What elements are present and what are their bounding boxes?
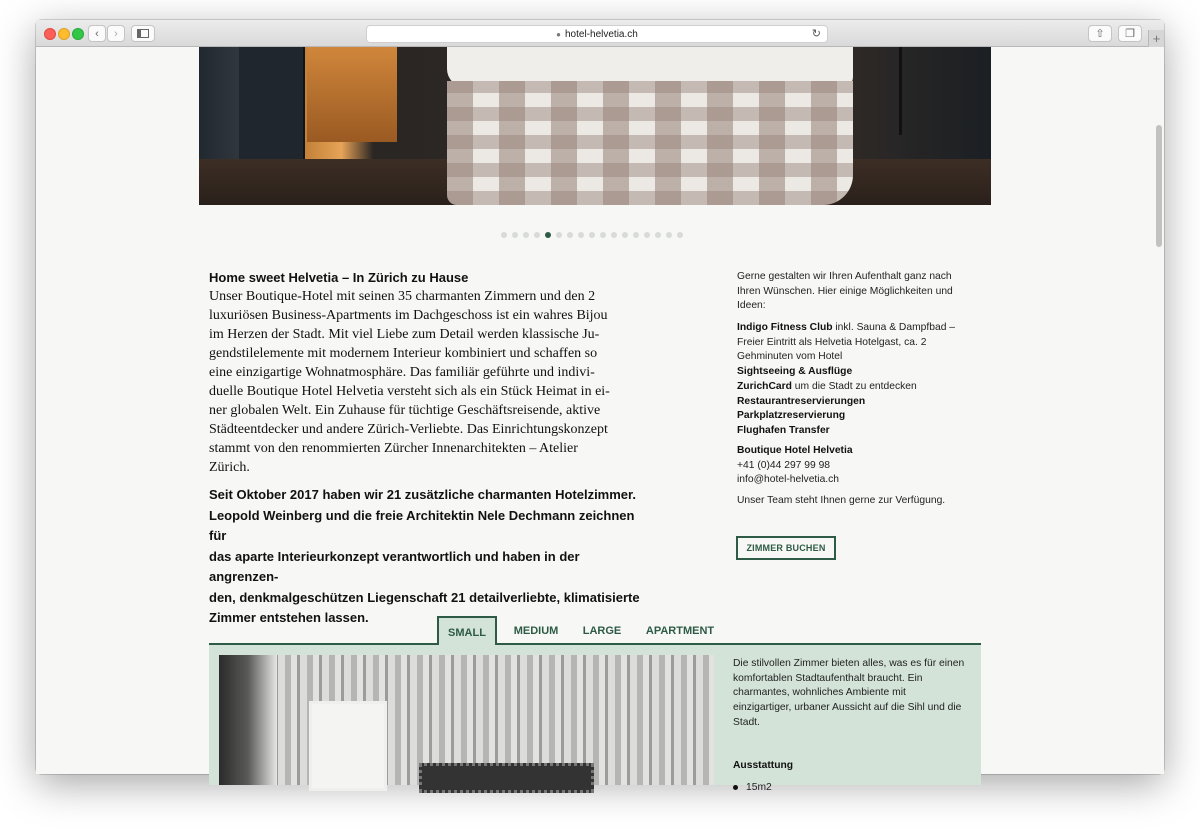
slider-dot[interactable] [666, 232, 672, 238]
tab-large[interactable]: LARGE [582, 624, 622, 637]
chevron-right-icon: › [114, 27, 118, 40]
hero-image [199, 47, 991, 205]
reload-icon[interactable]: ↻ [811, 28, 821, 40]
intro-line: eine einzigartige Wohnatmosphäre. Das familiär geführte und indivi- [209, 365, 595, 380]
slider-dots [501, 232, 683, 238]
chevron-left-icon: ‹ [95, 27, 99, 40]
intro-line: Unser Boutique-Hotel mit seinen 35 charmanten Zimmern und den 2 [209, 289, 596, 304]
slider-dot[interactable] [534, 232, 540, 238]
browser-window [36, 20, 1164, 793]
hero-wall [239, 47, 305, 159]
room-description-line: charmantes, wohnliches Ambiente mit [733, 687, 906, 699]
sidebar-intro-line: Ihren Wünschen. Hier einige Möglichkeiten und [737, 285, 953, 297]
fullscreen-window-button[interactable] [72, 28, 84, 40]
slider-dot[interactable] [512, 232, 518, 238]
fitness-line [737, 321, 967, 336]
tab-medium[interactable]: MEDIUM [513, 624, 559, 637]
slider-dot[interactable] [655, 232, 661, 238]
parking-item [737, 409, 967, 424]
hero-doorway [307, 47, 397, 142]
page-content [36, 47, 1164, 793]
tabs-icon: ❐ [1125, 28, 1135, 40]
address-bar[interactable] [366, 25, 828, 43]
intro-line: Zürich. [209, 460, 250, 475]
lock-icon: ● [556, 29, 561, 39]
bullet-icon [733, 785, 738, 790]
room-image [219, 655, 714, 785]
slider-dot[interactable] [644, 232, 650, 238]
tab-apartment[interactable]: APARTMENT [645, 624, 715, 637]
room-tabs [209, 616, 981, 645]
features-heading: Ausstattung [733, 760, 794, 771]
sidebar-intro-line: Gerne gestalten wir Ihren Aufenthalt ganz nach [737, 271, 952, 282]
slider-dot[interactable] [567, 232, 573, 238]
sidebar-services [737, 321, 967, 439]
intro-line: ner globalen Welt. Ein Zuhause für tüchtige Geschäftsreisende, aktive [209, 403, 601, 418]
intro-bold-line: Leopold Weinberg und die freie Architektin Nele Dechmann zeichnen für [209, 507, 635, 543]
fitness-line: Freier Eintritt als Helvetia Hotelgast, ca. 2 [737, 336, 927, 348]
room-curtain [219, 655, 277, 785]
new-tab-button[interactable] [1148, 30, 1164, 47]
slider-dot[interactable] [589, 232, 595, 238]
zurichcard-item [737, 380, 967, 395]
restaurant-label: Restaurantreservierungen [737, 395, 866, 407]
fitness-name: Indigo Fitness Club [737, 322, 833, 333]
hero-bed [447, 81, 853, 205]
slider-dot[interactable] [578, 232, 584, 238]
restaurant-item [737, 395, 967, 410]
intro-line: duelle Boutique Hotel Helvetia versteht sich als ein Stück Heimat in ei- [209, 384, 610, 399]
share-button[interactable] [1088, 25, 1112, 42]
intro-heading: Home sweet Helvetia – In Zürich zu Hause [209, 270, 469, 285]
sidebar-contact [737, 444, 967, 488]
contact-email[interactable]: info@hotel-helvetia.ch [737, 474, 840, 486]
slider-dot[interactable] [611, 232, 617, 238]
intro-text [209, 287, 649, 477]
slider-dot[interactable] [545, 232, 551, 238]
intro-line: stammt von den renommierten Zürcher Innenarchitekten – Atelier [209, 441, 578, 456]
plus-icon: + [1152, 31, 1161, 46]
intro-line: gendstilelemente mit modernem Interieur kombiniert und schaffen so [209, 346, 598, 361]
slider-dot[interactable] [677, 232, 683, 238]
room-panel [209, 645, 981, 793]
book-room-button[interactable]: ZIMMER BUCHEN [736, 536, 836, 560]
fitness-details: inkl. Sauna & Dampfbad – [832, 322, 956, 333]
intro-bold-line: Zimmer entstehen lassen. [209, 610, 369, 625]
room-window [309, 701, 387, 791]
intro-bold-line: den, denkmalgeschützen Liegenschaft 21 detailverliebte, klimatisierte [209, 589, 640, 605]
browser-toolbar [36, 20, 1164, 47]
fitness-line: Gehminuten vom Hotel [737, 351, 843, 363]
intro-bold-text [209, 485, 649, 629]
share-icon: ⇧ [1095, 28, 1105, 40]
zurichcard-details: um die Stadt zu entdecken [791, 380, 917, 392]
sidebar-toggle-button[interactable] [131, 25, 155, 42]
slider-dot[interactable] [523, 232, 529, 238]
slider-dot[interactable] [633, 232, 639, 238]
tab-small[interactable]: SMALL [437, 616, 497, 647]
hero-lamp [899, 47, 919, 135]
slider-dot[interactable] [556, 232, 562, 238]
room-description [733, 657, 973, 731]
sidebar-intro [737, 270, 967, 314]
room-mirror [419, 763, 594, 793]
airport-label: Flughafen Transfer [737, 424, 830, 436]
intro-line: Städteentdecker und andere Zürich-Verliebte. Das Einrichtungskonzept [209, 422, 608, 437]
url-text: hotel-helvetia.ch [565, 28, 638, 40]
zurichcard-name: ZurichCard [737, 380, 792, 392]
sightseeing-label: Sightseeing & Ausflüge [737, 366, 853, 378]
room-description-line: Stadt. [733, 716, 760, 728]
slider-dot[interactable] [501, 232, 507, 238]
slider-dot[interactable] [600, 232, 606, 238]
contact-name: Boutique Hotel Helvetia [737, 445, 853, 456]
contact-phone[interactable]: +41 (0)44 297 99 98 [737, 459, 831, 471]
intro-bold-line: Seit Oktober 2017 haben wir 21 zusätzliche charmanten Hotelzimmer. [209, 487, 636, 502]
intro-line: luxuriösen Business-Apartments im Dachgeschoss ist ein wahres Bijou [209, 308, 608, 323]
feature-item [733, 782, 772, 793]
airport-item [737, 424, 967, 439]
parking-label: Parkplatzreservierung [737, 410, 846, 422]
minimize-window-button[interactable] [58, 28, 70, 40]
sightseeing-item [737, 365, 967, 380]
back-button[interactable] [88, 25, 106, 42]
forward-button[interactable] [107, 25, 125, 42]
tabs-overview-button[interactable] [1118, 25, 1142, 42]
intro-line: im Herzen der Stadt. Mit viel Liebe zum Detail werden klassische Ju- [209, 327, 600, 342]
room-description-line: Die stilvollen Zimmer bieten alles, was es für einen [733, 658, 965, 669]
team-note: Unser Team steht Ihnen gerne zur Verfügung. [737, 495, 946, 506]
sidebar-intro-line: Ideen: [737, 300, 766, 312]
intro-bold-line: das aparte Interieurkonzept verantwortlich und haben in der angrenzen- [209, 548, 580, 584]
sidebar-icon [137, 29, 149, 38]
contact-name-row [737, 444, 967, 459]
page-scrollbar[interactable] [1156, 125, 1162, 247]
feature-label: 15m2 [746, 782, 772, 793]
slider-dot[interactable] [622, 232, 628, 238]
room-description-line: einzigartiger, urbaner Aussicht auf die Sihl und die [733, 702, 962, 714]
close-window-button[interactable] [44, 28, 56, 40]
room-description-line: komfortablen Stadtaufenthalt braucht. Ein [733, 672, 923, 684]
